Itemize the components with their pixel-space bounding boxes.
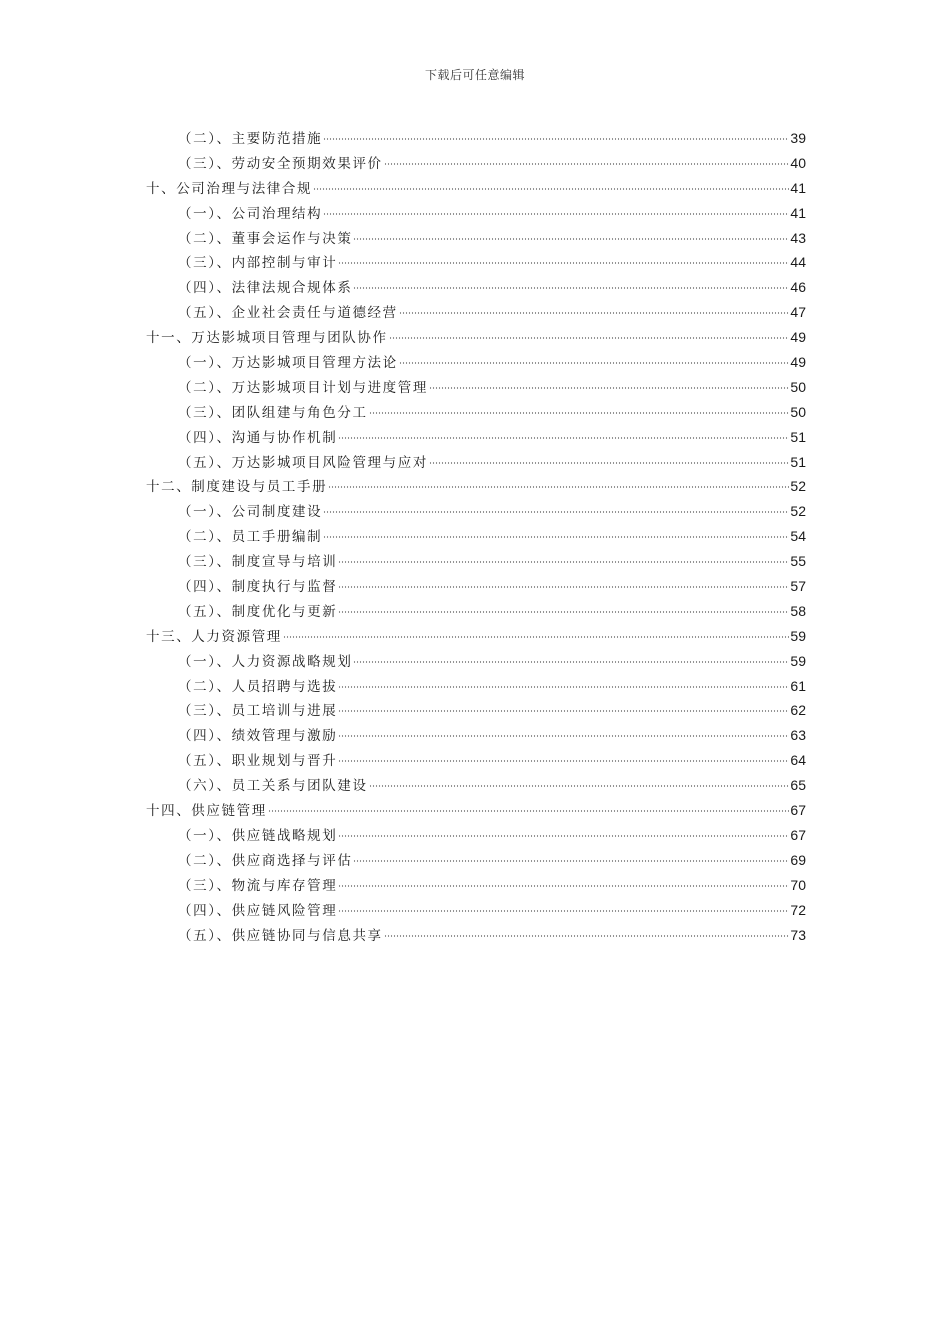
toc-section-entry[interactable] <box>146 524 806 549</box>
toc-section-entry[interactable] <box>146 300 806 325</box>
toc-entry-title: （二）、人员招聘与选拔 <box>178 678 338 695</box>
toc-section-entry[interactable] <box>146 425 806 450</box>
toc-dot-leader <box>323 213 789 215</box>
toc-dot-leader <box>338 611 789 613</box>
toc-entry-title: （六）、员工关系与团队建设 <box>178 778 368 795</box>
toc-page-number: 70 <box>790 876 806 893</box>
table-of-contents <box>146 126 806 947</box>
toc-entry-title: （一）、公司治理结构 <box>178 205 323 222</box>
toc-section-entry[interactable] <box>146 649 806 674</box>
toc-dot-leader <box>268 810 790 812</box>
toc-entry-title: 十四、供应链管理 <box>146 803 267 820</box>
toc-entry-title: （三）、物流与库存管理 <box>178 877 338 894</box>
toc-page-number: 59 <box>790 652 806 669</box>
toc-page-number: 46 <box>790 279 806 296</box>
toc-dot-leader <box>353 238 789 240</box>
toc-dot-leader <box>353 661 789 663</box>
toc-entry-title: （三）、团队组建与角色分工 <box>178 404 368 421</box>
toc-section-entry[interactable] <box>146 674 806 699</box>
toc-section-entry[interactable] <box>146 923 806 948</box>
toc-dot-leader <box>338 885 789 887</box>
toc-page-number: 54 <box>790 528 806 545</box>
toc-page-number: 72 <box>790 901 806 918</box>
toc-page-number: 40 <box>790 154 806 171</box>
toc-entry-title: 十二、制度建设与员工手册 <box>146 479 328 496</box>
toc-section-entry[interactable] <box>146 748 806 773</box>
toc-entry-title: （二）、董事会运作与决策 <box>178 230 353 247</box>
toc-section-entry[interactable] <box>146 773 806 798</box>
toc-section-entry[interactable] <box>146 898 806 923</box>
toc-page-number: 67 <box>790 802 806 819</box>
toc-section-entry[interactable] <box>146 375 806 400</box>
toc-page-number: 47 <box>790 304 806 321</box>
toc-dot-leader <box>338 835 789 837</box>
page-header: 下载后可任意编辑 <box>424 68 525 82</box>
toc-section-entry[interactable] <box>146 275 806 300</box>
toc-section-entry[interactable] <box>146 823 806 848</box>
toc-page-number: 57 <box>790 578 806 595</box>
toc-page-number: 52 <box>790 478 806 495</box>
toc-section-entry[interactable] <box>146 873 806 898</box>
toc-page-number: 73 <box>790 926 806 943</box>
toc-page-number: 59 <box>790 627 806 644</box>
toc-chapter-entry[interactable] <box>146 474 806 499</box>
toc-page-number: 39 <box>790 130 806 146</box>
toc-entry-title: 十三、人力资源管理 <box>146 628 282 645</box>
toc-dot-leader <box>313 188 789 190</box>
toc-dot-leader <box>389 337 790 339</box>
toc-entry-title: （三）、员工培训与进展 <box>178 703 338 720</box>
toc-page-number: 58 <box>790 602 806 619</box>
toc-entry-title: （四）、供应链风险管理 <box>178 902 338 919</box>
toc-page-number: 49 <box>790 329 806 346</box>
toc-entry-title: （二）、供应商选择与评估 <box>178 852 353 869</box>
toc-page-number: 64 <box>790 752 806 769</box>
toc-section-entry[interactable] <box>146 549 806 574</box>
toc-section-entry[interactable] <box>146 151 806 176</box>
toc-page-number: 43 <box>790 229 806 246</box>
toc-dot-leader <box>353 860 789 862</box>
toc-entry-title: （四）、制度执行与监督 <box>178 579 338 596</box>
toc-section-entry[interactable] <box>146 201 806 226</box>
toc-page-number: 41 <box>790 179 806 196</box>
toc-dot-leader <box>399 312 790 314</box>
toc-dot-leader <box>338 760 789 762</box>
toc-page-number: 69 <box>790 851 806 868</box>
toc-page-number: 51 <box>790 453 806 470</box>
toc-page-number: 65 <box>790 777 806 794</box>
toc-entry-title: （一）、公司制度建设 <box>178 504 323 521</box>
toc-entry-title: （五）、制度优化与更新 <box>178 603 338 620</box>
toc-entry-title: （四）、沟通与协作机制 <box>178 429 338 446</box>
toc-dot-leader <box>338 910 789 912</box>
toc-page-number: 52 <box>790 503 806 520</box>
toc-dot-leader <box>429 387 789 389</box>
toc-section-entry[interactable] <box>146 848 806 873</box>
toc-section-entry[interactable] <box>146 126 806 151</box>
toc-entry-title: （五）、供应链协同与信息共享 <box>178 927 383 944</box>
toc-chapter-entry[interactable] <box>146 798 806 823</box>
toc-page-number: 61 <box>790 677 806 694</box>
toc-dot-leader <box>338 561 789 563</box>
toc-entry-title: 十、公司治理与法律合规 <box>146 180 313 197</box>
toc-entry-title: （三）、劳动安全预期效果评价 <box>178 155 383 172</box>
toc-page-number: 63 <box>790 727 806 744</box>
toc-dot-leader <box>338 262 789 264</box>
toc-dot-leader <box>369 412 790 414</box>
toc-dot-leader <box>338 735 789 737</box>
toc-section-entry[interactable] <box>146 226 806 251</box>
toc-entry-title: （二）、主要防范措施 <box>178 131 323 147</box>
toc-section-entry[interactable] <box>146 450 806 475</box>
toc-section-entry[interactable] <box>146 250 806 275</box>
toc-dot-leader <box>353 287 789 289</box>
toc-chapter-entry[interactable] <box>146 176 806 201</box>
toc-dot-leader <box>283 636 790 638</box>
toc-page-number: 55 <box>790 553 806 570</box>
toc-dot-leader <box>338 586 789 588</box>
toc-section-entry[interactable] <box>146 599 806 624</box>
toc-entry-title: （一）、供应链战略规划 <box>178 827 338 844</box>
toc-entry-title: （四）、法律法规合规体系 <box>178 280 353 297</box>
toc-page-number: 50 <box>790 403 806 420</box>
toc-entry-title: （二）、员工手册编制 <box>178 529 323 546</box>
toc-page-number: 49 <box>790 354 806 371</box>
toc-page-number: 41 <box>790 204 806 221</box>
toc-entry-title: （二）、万达影城项目计划与进度管理 <box>178 379 428 396</box>
toc-dot-leader <box>338 686 789 688</box>
toc-section-entry[interactable] <box>146 723 806 748</box>
toc-dot-leader <box>323 138 789 140</box>
toc-section-entry[interactable] <box>146 574 806 599</box>
toc-entry-title: （一）、万达影城项目管理方法论 <box>178 355 398 372</box>
toc-page-number: 50 <box>790 378 806 395</box>
toc-chapter-entry[interactable] <box>146 325 806 350</box>
toc-dot-leader <box>399 362 790 364</box>
toc-entry-title: （一）、人力资源战略规划 <box>178 653 353 670</box>
toc-entry-title: （五）、职业规划与晋升 <box>178 753 338 770</box>
toc-entry-title: （三）、制度宣导与培训 <box>178 554 338 571</box>
toc-dot-leader <box>323 511 789 513</box>
toc-dot-leader <box>429 462 789 464</box>
toc-section-entry[interactable] <box>146 698 806 723</box>
toc-entry-title: （三）、内部控制与审计 <box>178 255 338 272</box>
toc-dot-leader <box>338 437 789 439</box>
toc-entry-title: （五）、企业社会责任与道德经营 <box>178 305 398 322</box>
toc-section-entry[interactable] <box>146 400 806 425</box>
toc-dot-leader <box>328 486 789 488</box>
toc-entry-title: （五）、万达影城项目风险管理与应对 <box>178 454 428 471</box>
toc-page-number: 62 <box>790 702 806 719</box>
toc-entry-title: （四）、绩效管理与激励 <box>178 728 338 745</box>
toc-section-entry[interactable] <box>146 350 806 375</box>
toc-dot-leader <box>338 710 789 712</box>
toc-page-number: 67 <box>790 826 806 843</box>
toc-dot-leader <box>369 785 790 787</box>
toc-section-entry[interactable] <box>146 499 806 524</box>
toc-dot-leader <box>323 536 789 538</box>
toc-page-number: 44 <box>790 254 806 271</box>
toc-dot-leader <box>384 163 790 165</box>
toc-chapter-entry[interactable] <box>146 624 806 649</box>
toc-page-number: 51 <box>790 428 806 445</box>
toc-entry-title: 十一、万达影城项目管理与团队协作 <box>146 330 388 347</box>
toc-dot-leader <box>384 935 790 937</box>
